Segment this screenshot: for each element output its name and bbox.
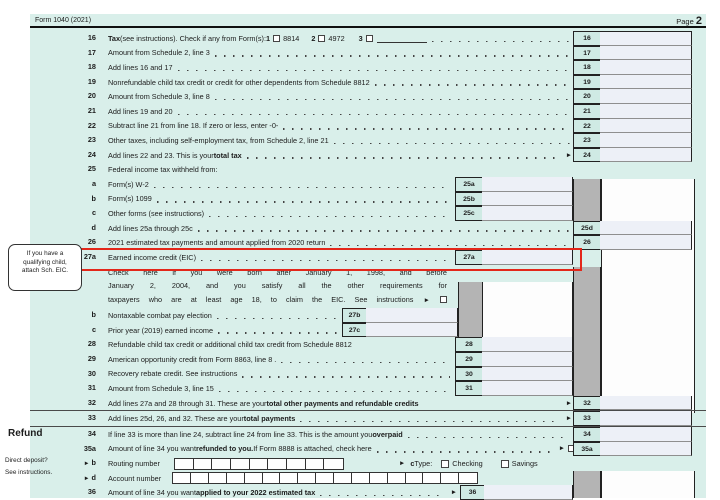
row-label-30 bbox=[108, 367, 455, 382]
line-number: c bbox=[91, 208, 96, 218]
amount-box-label-20: 20 bbox=[573, 89, 601, 104]
label-text: Add lines 27a and 28 through 31. These are your bbox=[108, 398, 267, 408]
amount-field-20[interactable] bbox=[600, 89, 692, 104]
digit-cell[interactable] bbox=[459, 473, 477, 483]
amount-field-31[interactable] bbox=[482, 381, 573, 396]
line-number-21 bbox=[30, 104, 100, 119]
arrow-right-icon: ► bbox=[565, 399, 572, 407]
row-label-25a bbox=[108, 177, 455, 192]
label-text: Earned income credit (EIC) bbox=[108, 252, 197, 262]
label-text: Add lines 25a through 25c bbox=[108, 223, 193, 233]
amount-field-27b[interactable] bbox=[366, 308, 458, 323]
row-label-25c bbox=[108, 206, 455, 221]
arrow-right-icon: ► bbox=[565, 151, 572, 159]
digit-cell[interactable] bbox=[298, 473, 316, 483]
line-number: 30 bbox=[87, 368, 96, 378]
amount-box-label-24: 24 bbox=[573, 148, 601, 163]
label-text: Add lines 19 and 20 bbox=[108, 106, 173, 116]
digit-cell[interactable] bbox=[245, 473, 263, 483]
row-label-25b bbox=[108, 192, 455, 207]
line16-other-checkbox[interactable] bbox=[366, 35, 373, 42]
label-text: If line 33 is more than line 24, subtract line 24 from line 33. This is the amount you bbox=[108, 429, 373, 439]
line-number: d bbox=[91, 472, 96, 482]
row-label-31 bbox=[108, 381, 455, 396]
line-number-22 bbox=[30, 119, 100, 134]
amount-field-16[interactable] bbox=[600, 31, 692, 46]
dotted-leader bbox=[215, 99, 570, 100]
amount-box-label-36: 36 bbox=[460, 485, 485, 500]
eic-check-paragraph-line bbox=[108, 279, 447, 293]
label-text: Amount from Schedule 2, line 3 bbox=[108, 48, 210, 58]
line-number: 33 bbox=[87, 413, 96, 423]
line-number: 19 bbox=[87, 76, 96, 86]
line16-form4972-checkbox[interactable] bbox=[318, 35, 325, 42]
dotted-leader bbox=[178, 70, 570, 71]
arrow-right-icon: ► bbox=[398, 460, 406, 468]
label-text: 2 bbox=[311, 33, 316, 43]
dotted-leader bbox=[209, 216, 450, 217]
arrow-right-icon: ► bbox=[423, 296, 430, 304]
row-label-21 bbox=[108, 104, 575, 119]
digit-cell[interactable] bbox=[263, 473, 281, 483]
amount-field-27c[interactable] bbox=[366, 323, 458, 338]
line-number-25d bbox=[30, 221, 100, 236]
label-text: Other forms (see instructions) bbox=[108, 208, 205, 218]
line-number: b bbox=[91, 458, 96, 468]
digit-cell[interactable] bbox=[388, 473, 406, 483]
form-row-20 bbox=[30, 89, 706, 104]
label-text: applied to your 2022 estimated tax bbox=[196, 488, 316, 498]
amount-box-label-18: 18 bbox=[573, 60, 601, 75]
label-text: Tax bbox=[108, 33, 121, 43]
digit-cell[interactable] bbox=[212, 459, 231, 469]
row-label-28 bbox=[108, 337, 455, 352]
line-number-27b bbox=[30, 308, 100, 323]
qualifying-child-callout bbox=[8, 244, 82, 291]
amount-field-28[interactable] bbox=[482, 337, 573, 352]
row-label-33 bbox=[108, 411, 575, 426]
label-text: Account number bbox=[108, 473, 162, 483]
row-label-34 bbox=[108, 427, 575, 442]
label-text: Add lines 16 and 17 bbox=[108, 62, 173, 72]
paragraph-text: Check here if you were born after January 1, 1998, and before bbox=[108, 267, 447, 277]
blank-underline[interactable] bbox=[377, 34, 427, 43]
digit-cell[interactable] bbox=[227, 473, 245, 483]
amount-box-label-23: 23 bbox=[573, 133, 601, 148]
digit-cell[interactable] bbox=[175, 459, 194, 469]
arrow-right-icon: ► bbox=[558, 445, 565, 453]
dotted-leader bbox=[217, 318, 337, 319]
form-row-21 bbox=[30, 104, 706, 119]
form-body bbox=[30, 14, 706, 498]
line-number-29 bbox=[30, 352, 100, 367]
form-row-25c bbox=[30, 206, 706, 221]
amount-field-33[interactable] bbox=[600, 411, 692, 426]
form-row-19 bbox=[30, 75, 706, 90]
arrow-right-icon: ► bbox=[565, 415, 572, 423]
label-text: Savings bbox=[511, 459, 538, 469]
form-row-28 bbox=[30, 337, 706, 352]
line-number: 34 bbox=[87, 429, 96, 439]
line-number-28 bbox=[30, 337, 100, 352]
amount-box-label-28: 28 bbox=[455, 337, 483, 352]
line-number: 20 bbox=[87, 91, 96, 101]
label-text: 3 bbox=[358, 33, 363, 43]
form-row-29 bbox=[30, 352, 706, 367]
amount-field-17[interactable] bbox=[600, 46, 692, 61]
label-text: Nonrefundable child tax credit or credit for other dependents from Schedule 8812 bbox=[108, 77, 370, 87]
line-number-25b bbox=[30, 192, 100, 207]
amount-box-label-25b: 25b bbox=[455, 192, 483, 207]
eic-highlight-box bbox=[80, 248, 582, 271]
digit-cell[interactable] bbox=[194, 459, 213, 469]
page-header bbox=[30, 14, 706, 28]
label-text: Other taxes, including self-employment tax, from Schedule 2, line 21 bbox=[108, 135, 329, 145]
digit-cell[interactable] bbox=[334, 473, 352, 483]
arrow-right-icon: ► bbox=[83, 475, 90, 482]
amount-field-21[interactable] bbox=[600, 104, 692, 119]
arrow-right-icon: ► bbox=[450, 489, 457, 497]
digit-cell[interactable] bbox=[173, 473, 191, 483]
dotted-leader bbox=[198, 230, 570, 231]
amount-field-34[interactable] bbox=[600, 427, 692, 442]
refund-section-label: Refund bbox=[8, 428, 43, 439]
line-number-20 bbox=[30, 89, 100, 104]
amount-field-25a[interactable] bbox=[482, 177, 573, 192]
amount-field-30[interactable] bbox=[482, 367, 573, 382]
line-number-23 bbox=[30, 133, 100, 148]
digit-cell[interactable] bbox=[316, 473, 334, 483]
line-number-24 bbox=[30, 148, 100, 163]
amount-field-18[interactable] bbox=[600, 60, 692, 75]
line-number: 32 bbox=[87, 397, 96, 407]
label-text: Add lines 25d, 26, and 32. These are your bbox=[108, 414, 244, 424]
amount-field-29[interactable] bbox=[482, 352, 573, 367]
row-label-25d bbox=[108, 221, 575, 236]
line-number-32 bbox=[30, 396, 100, 411]
amount-field-25c[interactable] bbox=[482, 206, 573, 221]
form-row-17 bbox=[30, 46, 706, 61]
amount-box-label-35a: 35a bbox=[573, 442, 601, 457]
line-number-17 bbox=[30, 46, 100, 61]
amount-box-label-27c: 27c bbox=[342, 323, 367, 338]
amount-field-26[interactable] bbox=[600, 235, 692, 250]
line-number-25c bbox=[30, 206, 100, 221]
amount-field-25d[interactable] bbox=[600, 221, 692, 236]
label-text: total tax bbox=[213, 150, 242, 160]
dotted-leader bbox=[215, 55, 570, 56]
dotted-leader bbox=[330, 245, 570, 246]
label-text: Form(s) W-2 bbox=[108, 179, 149, 189]
line-number-30 bbox=[30, 367, 100, 382]
line-number-19 bbox=[30, 75, 100, 90]
amount-box-label-27b: 27b bbox=[342, 308, 367, 323]
line-number: c bbox=[91, 324, 96, 334]
digit-cell[interactable] bbox=[250, 459, 269, 469]
dotted-leader bbox=[247, 157, 558, 158]
line-number: 21 bbox=[87, 105, 96, 115]
row-label-24 bbox=[108, 148, 575, 163]
dotted-leader bbox=[432, 41, 570, 42]
label-text: 2021 estimated tax payments and amount applied from 2020 return bbox=[108, 238, 326, 248]
form-row-24 bbox=[30, 148, 706, 163]
label-text: refunded to you. bbox=[196, 444, 254, 454]
label-text: overpaid bbox=[372, 429, 403, 439]
form-row-35b bbox=[30, 456, 706, 471]
digit-cell[interactable] bbox=[231, 459, 250, 469]
form-row-34 bbox=[30, 426, 706, 442]
page-word: Page bbox=[676, 17, 694, 26]
amount-box-label-25a: 25a bbox=[455, 177, 483, 192]
digit-cell[interactable] bbox=[306, 459, 325, 469]
row-label-35a bbox=[108, 442, 575, 457]
row-label-29 bbox=[108, 352, 455, 367]
label-text: 4972 bbox=[328, 33, 345, 43]
digit-cell[interactable] bbox=[191, 473, 209, 483]
form-row-16 bbox=[30, 31, 706, 46]
amount-box-label-21: 21 bbox=[573, 104, 601, 119]
form-row-31 bbox=[30, 381, 706, 396]
eic-check-paragraph-line bbox=[108, 293, 447, 308]
amount-box-label-33: 33 bbox=[573, 411, 601, 426]
row-label-32 bbox=[108, 396, 575, 411]
digit-cell[interactable] bbox=[352, 473, 370, 483]
amount-box-label-29: 29 bbox=[455, 352, 483, 367]
eic-check-paragraph bbox=[108, 266, 447, 308]
label-text: Amount of line 34 you want bbox=[108, 444, 197, 454]
amount-box-label-27a: 27a bbox=[455, 250, 483, 265]
form-row-23 bbox=[30, 133, 706, 148]
line-number-16 bbox=[30, 31, 100, 46]
form-row-27-check bbox=[30, 265, 706, 309]
line-number: 24 bbox=[87, 149, 96, 159]
row-label-25 bbox=[108, 162, 575, 177]
digit-cell[interactable] bbox=[441, 473, 459, 483]
row-label-16 bbox=[108, 31, 575, 46]
dotted-leader bbox=[242, 376, 450, 377]
amount-box-label-25c: 25c bbox=[455, 206, 483, 221]
form-row-22 bbox=[30, 119, 706, 134]
label-text: 1 bbox=[266, 33, 271, 43]
amount-box-label-19: 19 bbox=[573, 75, 601, 90]
amount-box-label-31: 31 bbox=[455, 381, 483, 396]
digit-cell[interactable] bbox=[280, 473, 298, 483]
amount-box-label-30: 30 bbox=[455, 367, 483, 382]
savings-checkbox[interactable] bbox=[501, 460, 509, 468]
page-number: 2 bbox=[695, 15, 702, 27]
row-label-19 bbox=[108, 75, 575, 90]
amount-field-22[interactable] bbox=[600, 119, 692, 134]
row-label-18 bbox=[108, 60, 575, 75]
row-label-35b bbox=[108, 456, 575, 471]
form-row-35a bbox=[30, 442, 706, 457]
dotted-leader bbox=[219, 391, 450, 392]
digit-cell[interactable] bbox=[423, 473, 441, 483]
label-text: Checking bbox=[452, 459, 483, 469]
label-text: Add lines 22 and 23. This is your bbox=[108, 150, 214, 160]
line-number-25 bbox=[30, 162, 100, 177]
amount-box-label-25d: 25d bbox=[573, 221, 601, 236]
label-text: Routing number bbox=[108, 459, 160, 469]
dotted-leader bbox=[218, 332, 337, 333]
qualifying-child-callout-line: If you have a bbox=[26, 250, 64, 257]
amount-box-label-32: 32 bbox=[573, 396, 601, 411]
line-number: 22 bbox=[87, 120, 96, 130]
form-row-25a bbox=[30, 177, 706, 192]
form-row-35d bbox=[30, 471, 706, 486]
label-text: Prior year (2019) earned income bbox=[108, 325, 214, 335]
label-text: Recovery rebate credit. See instructions bbox=[108, 369, 238, 379]
row-label-35d bbox=[108, 471, 575, 486]
form-row-27b bbox=[30, 308, 706, 323]
arrow-right-icon: ► bbox=[83, 461, 90, 468]
dotted-leader bbox=[377, 451, 551, 452]
line-number: d bbox=[91, 222, 96, 232]
amount-field-35a[interactable] bbox=[600, 442, 692, 457]
dotted-leader bbox=[334, 143, 570, 144]
row-label-27c bbox=[108, 323, 342, 338]
label-text: c bbox=[410, 459, 415, 469]
line-number: a bbox=[91, 178, 96, 188]
paragraph-text: taxpayers who are at least age 18, to claim the EIC. See instructions bbox=[108, 294, 414, 304]
dotted-leader bbox=[320, 495, 442, 496]
dotted-leader bbox=[283, 128, 570, 129]
label-text: Type: bbox=[414, 459, 433, 469]
line16-form8814-checkbox[interactable] bbox=[273, 35, 280, 42]
amount-field-23[interactable] bbox=[600, 133, 692, 148]
form-row-27c bbox=[30, 323, 706, 338]
line-number-25a bbox=[30, 177, 100, 192]
form-row-25b bbox=[30, 192, 706, 207]
account-number-cells[interactable] bbox=[172, 472, 478, 484]
digit-cell[interactable] bbox=[209, 473, 227, 483]
checking-checkbox[interactable] bbox=[441, 460, 449, 468]
dotted-leader bbox=[408, 437, 570, 438]
label-text: Refundable child tax credit or additional child tax credit from Schedule 8812 bbox=[108, 340, 352, 350]
digit-cell[interactable] bbox=[287, 459, 306, 469]
digit-cell[interactable] bbox=[406, 473, 424, 483]
line-number: 17 bbox=[87, 47, 96, 57]
amount-box-label-22: 22 bbox=[573, 119, 601, 134]
line-number-33 bbox=[30, 411, 100, 426]
routing-number-cells[interactable] bbox=[174, 458, 344, 470]
line-number-31 bbox=[30, 381, 100, 396]
qualifying-child-callout-line: attach Sch. EIC. bbox=[21, 267, 69, 275]
qualifying-child-callout-line: qualifying child, bbox=[23, 258, 67, 266]
line-number: 18 bbox=[87, 62, 96, 72]
label-text: Nontaxable combat pay election bbox=[108, 311, 212, 321]
label-text: Form(s) 1099 bbox=[108, 194, 152, 204]
label-text: Federal income tax withheld from: bbox=[108, 165, 218, 175]
dotted-leader bbox=[375, 84, 570, 85]
line-number: 35a bbox=[83, 443, 96, 453]
line-number-18 bbox=[30, 60, 100, 75]
page-indicator bbox=[676, 15, 702, 27]
digit-cell[interactable] bbox=[268, 459, 287, 469]
direct-deposit-note-line: See instructions. bbox=[5, 469, 53, 477]
dotted-leader bbox=[154, 187, 450, 188]
amount-field-32[interactable] bbox=[600, 396, 692, 411]
line-number: 28 bbox=[87, 339, 96, 349]
form-row-25 bbox=[30, 162, 706, 177]
form-title: Form 1040 (2021) bbox=[35, 17, 92, 24]
label-text: total other payments and refundable credits bbox=[266, 398, 419, 408]
line-number: 36 bbox=[87, 487, 96, 497]
line-number: 27a bbox=[83, 251, 96, 261]
label-text: total payments bbox=[243, 414, 296, 424]
digit-cell[interactable] bbox=[324, 459, 343, 469]
dotted-leader bbox=[178, 114, 570, 115]
label-text: Amount from Schedule 3, line 8 bbox=[108, 92, 210, 102]
label-text: (see instructions). Check if any from Form(s): bbox=[120, 33, 267, 43]
label-text: 8814 bbox=[283, 33, 300, 43]
label-text: Amount from Schedule 3, line 15 bbox=[108, 384, 214, 394]
eic-age-checkbox[interactable] bbox=[440, 296, 447, 303]
line-number: 31 bbox=[87, 383, 96, 393]
row-label-27b bbox=[108, 308, 342, 323]
label-text: Subtract line 21 from line 18. If zero or less, enter -0- bbox=[108, 121, 279, 131]
amount-box-label-16: 16 bbox=[573, 31, 601, 46]
amount-box-label-34: 34 bbox=[573, 427, 601, 442]
direct-deposit-note bbox=[5, 455, 52, 480]
amount-box-label-26: 26 bbox=[573, 235, 601, 250]
dotted-leader bbox=[281, 362, 450, 363]
dotted-leader bbox=[157, 201, 450, 202]
line-number: 25 bbox=[87, 164, 96, 174]
form-row-25d bbox=[30, 221, 706, 236]
row-label-22 bbox=[108, 119, 575, 134]
row-label-17 bbox=[108, 46, 575, 61]
row-label-20 bbox=[108, 89, 575, 104]
form-row-18 bbox=[30, 60, 706, 75]
label-text: Amount of line 34 you want bbox=[108, 488, 197, 498]
amount-box-label-17: 17 bbox=[573, 46, 601, 61]
line-number: 16 bbox=[87, 33, 96, 42]
amount-field-24[interactable] bbox=[600, 148, 692, 163]
amount-field-19[interactable] bbox=[600, 75, 692, 90]
form-row-30 bbox=[30, 367, 706, 382]
line-number: 29 bbox=[87, 354, 96, 364]
direct-deposit-note-line: Direct deposit? bbox=[5, 457, 48, 464]
dotted-leader bbox=[300, 421, 557, 422]
paragraph-text: January 2, 2004, and you satisfy all the other requirements for bbox=[108, 281, 447, 291]
form-row-32 bbox=[30, 396, 706, 411]
line-number: b bbox=[91, 193, 96, 203]
row-label-23 bbox=[108, 133, 575, 148]
line-number: 26 bbox=[87, 237, 96, 247]
digit-cell[interactable] bbox=[370, 473, 388, 483]
line-number: 23 bbox=[87, 135, 96, 145]
form-row-33 bbox=[30, 410, 706, 426]
label-text: If Form 8888 is attached, check here bbox=[253, 444, 372, 454]
line-number: b bbox=[91, 310, 96, 320]
line-number-27c bbox=[30, 323, 100, 338]
label-text: American opportunity credit from Form 8863, line 8 . bbox=[108, 354, 277, 364]
amount-field-25b[interactable] bbox=[482, 192, 573, 207]
